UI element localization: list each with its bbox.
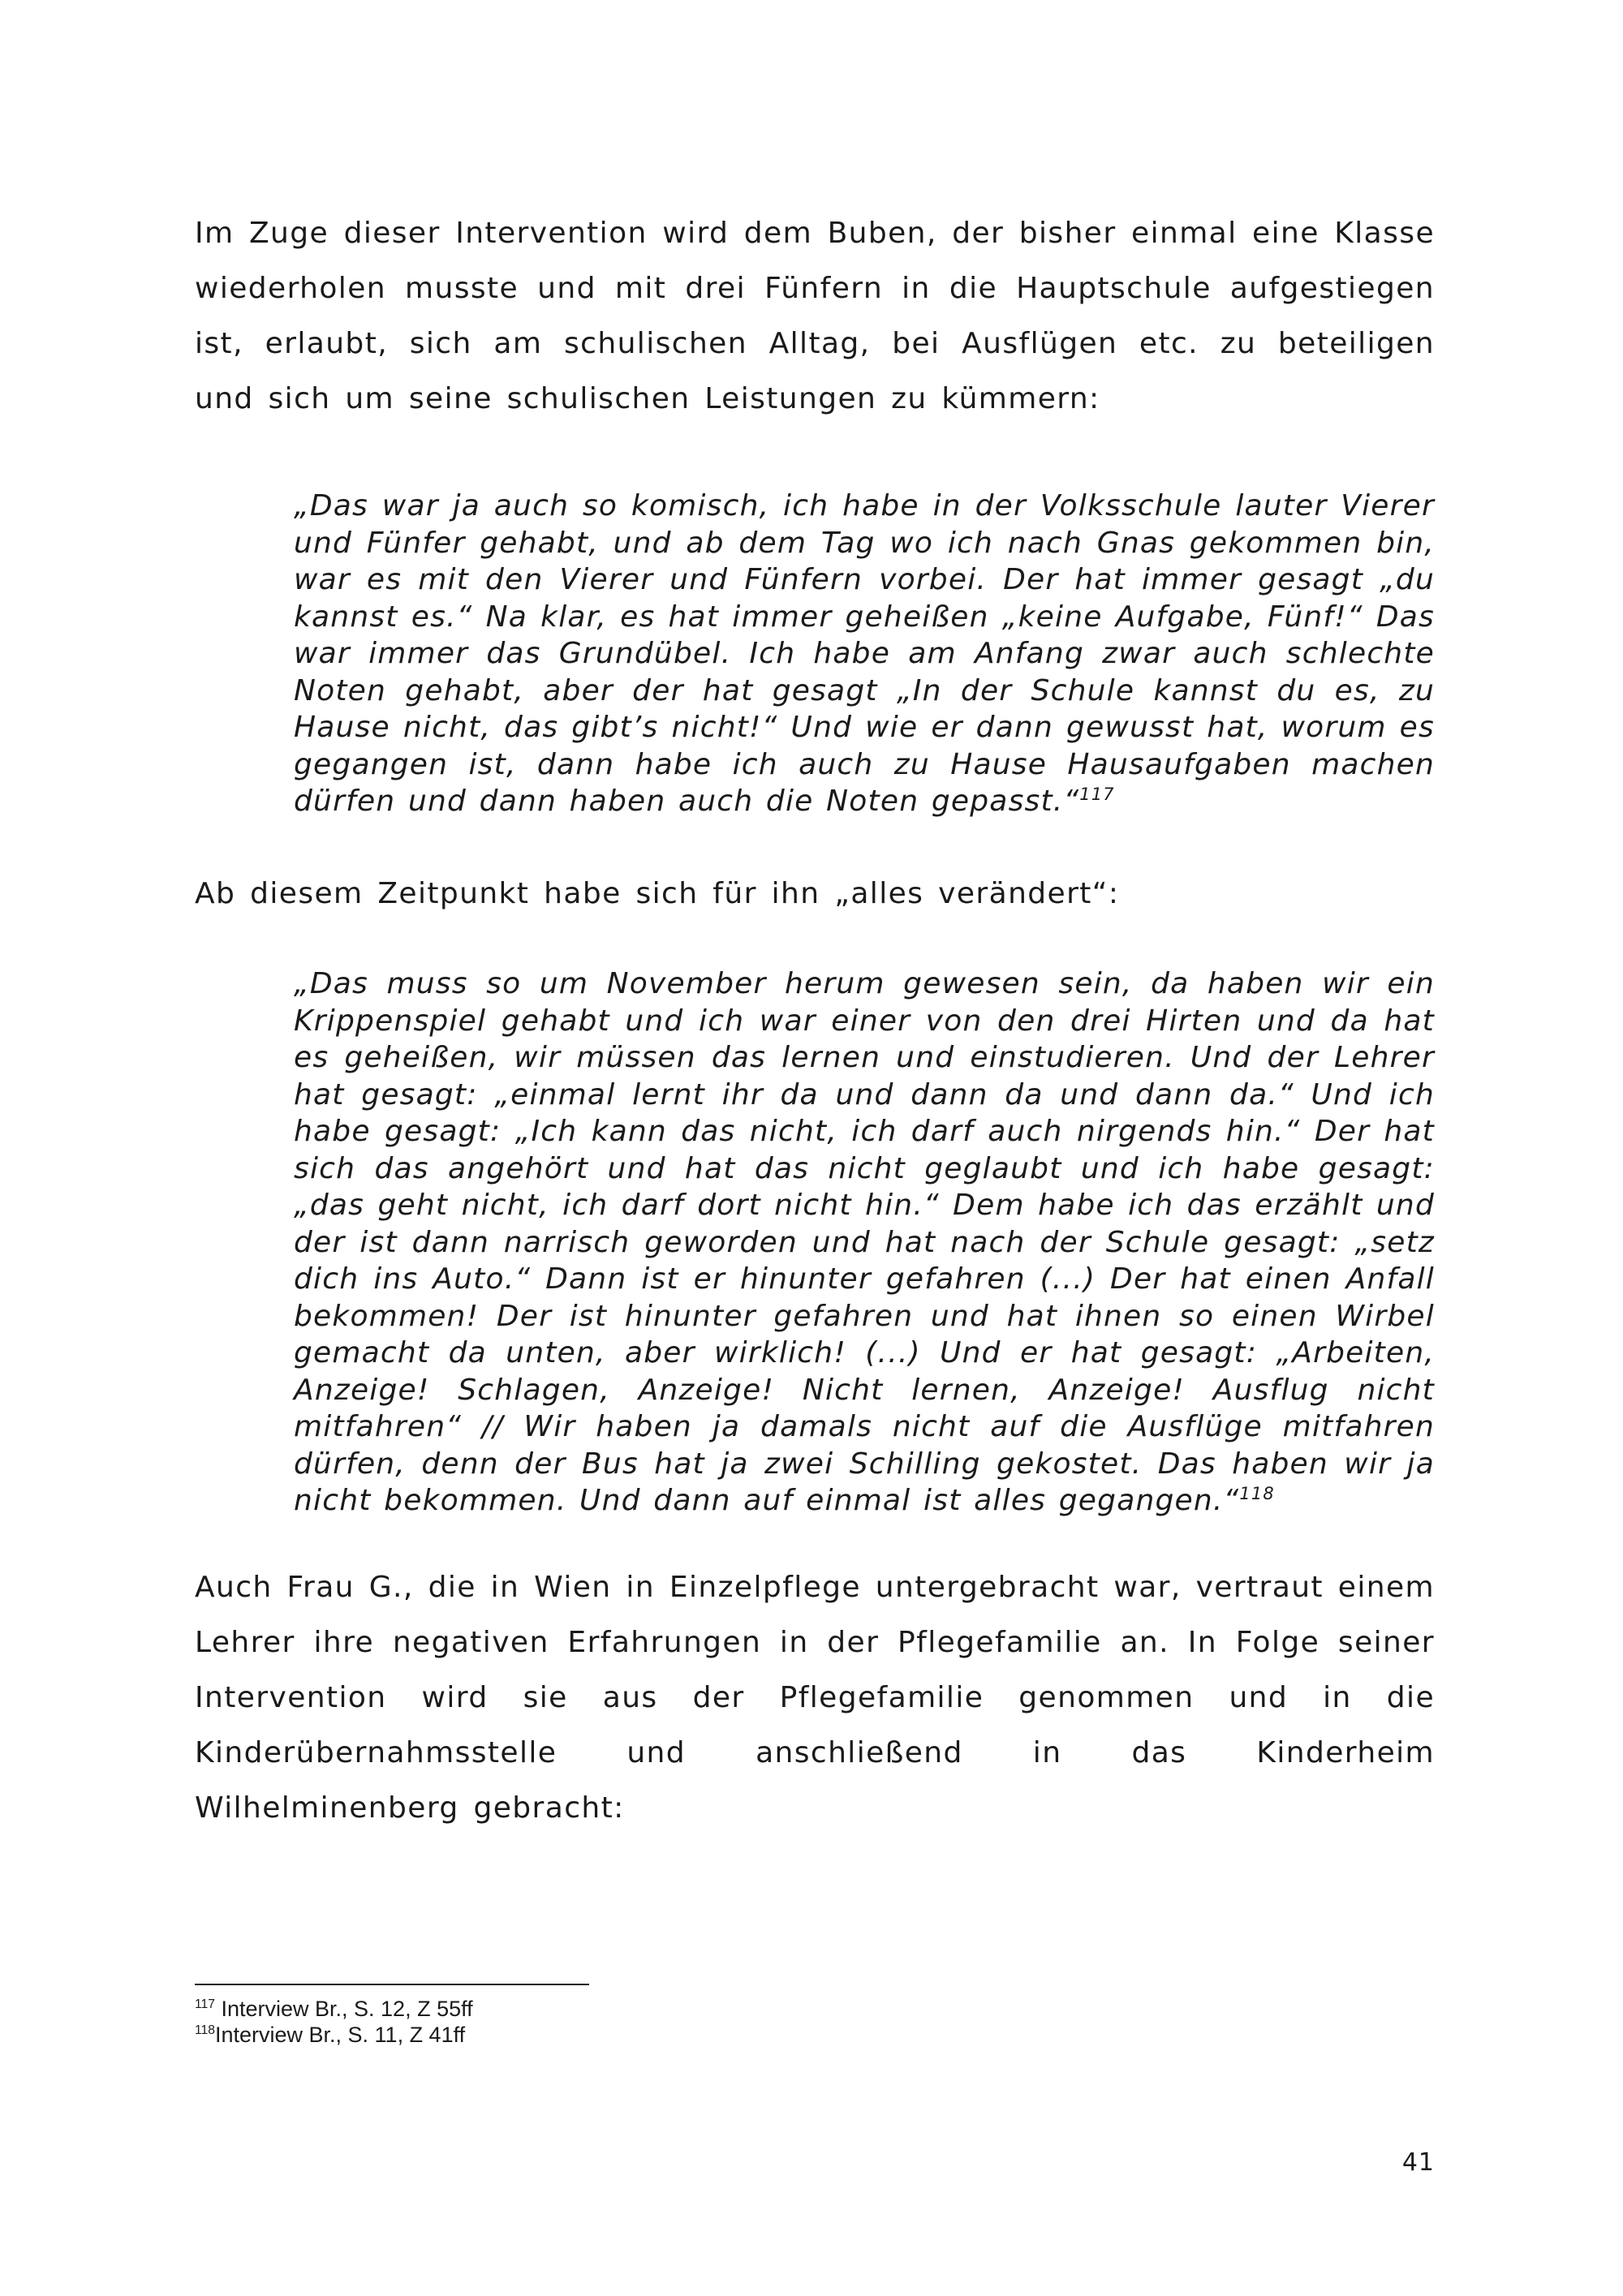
body-paragraph-1: Im Zuge dieser Intervention wird dem Buben, der bisher einmal eine Klasse wiederholen musste und mit drei Fünfern in die Hauptschule aufgestiegen ist, erlaubt, sich am schulischen Alltag, bei Ausflügen etc. zu beteiligen und sich um seine schulischen Leistungen zu kümmern: [195, 217, 1435, 415]
footnote-text: Interview Br., S. 12, Z 55ff [214, 1997, 473, 2021]
footnote-separator [195, 1984, 589, 1985]
footnote-ref-117: 117 [1079, 785, 1115, 804]
footnote-118 [195, 2022, 465, 2048]
body-paragraph-2: Ab diesem Zeitpunkt habe sich für ihn „alles verändert“: [195, 877, 1120, 910]
footnote-number: 117 [195, 1997, 215, 2011]
footnote-117 [195, 1996, 473, 2022]
block-quote-2 [294, 965, 1435, 1520]
body-paragraph-3: Auch Frau G., die in Wien in Einzelpflege untergebracht war, vertraut einem Lehrer ihre negativen Erfahrungen in der Pflegefamilie an. In Folge seiner Intervention wird sie aus der Pflegefamilie genommen und in die Kinderübernahmsstelle und anschließend in das Kinderheim Wilhelminenberg gebracht: [195, 1571, 1435, 1825]
block-quote-1 [294, 488, 1435, 820]
footnote-ref-118: 118 [1239, 1484, 1275, 1503]
page-number: 41 [1401, 2148, 1435, 2177]
block-quote-2-text: „Das muss so um November herum gewesen sein, da haben wir ein Krippenspiel gehabt und ich war einer von den drei Hirten und da hat es geheißen, wir müssen das lernen und einstudieren. Und der Lehrer hat gesagt: „einmal lernt ihr da und dann da und dann da.“ Und ich habe gesagt: „Ich kann das nicht, ich darf auch nirgends hin.“ Der hat sich das angehört und hat das nicht geglaubt und ich habe gesagt: „das geht nicht, ich darf dort nicht hin.“ Dem habe ich das erzählt und der ist dann narrisch geworden und hat nach der Schule gesagt: „setz dich ins Auto.“ Dann ist er hinunter gefahren (...) Der hat einen Anfall bekommen! Der ist hinunter gefahren und hat ihnen so einen Wirbel gemacht da unten, aber wirklich! (...) Und er hat gesagt: „Arbeiten, Anzeige! Schlagen, Anzeige! Nicht lernen, Anzeige! Ausflug nicht mitfahren“ // Wir haben ja damals nicht auf die Ausflüge mitfahren dürfen, denn der Bus hat ja zwei Schilling gekostet. Das haben wir ja nicht bekommen. Und dann auf einmal ist alles gegangen.“ [294, 967, 1435, 1517]
footnote-text: Interview Br., S. 11, Z 41ff [214, 2023, 466, 2047]
footnote-number: 118 [195, 2023, 215, 2037]
block-quote-1-text: „Das war ja auch so komisch, ich habe in der Volksschule lauter Vierer und Fünfer gehabt, und ab dem Tag wo ich nach Gnas gekommen bin, war es mit den Vierer und Fünfern vorbei. Der hat immer gesagt „du kannst es.“ Na klar, es hat immer geheißen „keine Aufgabe, Fünf!“ Das war immer das Grundübel. Ich habe am Anfang zwar auch schlechte Noten gehabt, aber der hat gesagt „In der Schule kannst du es, zu Hause nicht, das gibt’s nicht!“ Und wie er dann gewusst hat, worum es gegangen ist, dann habe ich auch zu Hause Hausaufgaben machen dürfen und dann haben auch die Noten gepasst.“ [294, 489, 1435, 818]
